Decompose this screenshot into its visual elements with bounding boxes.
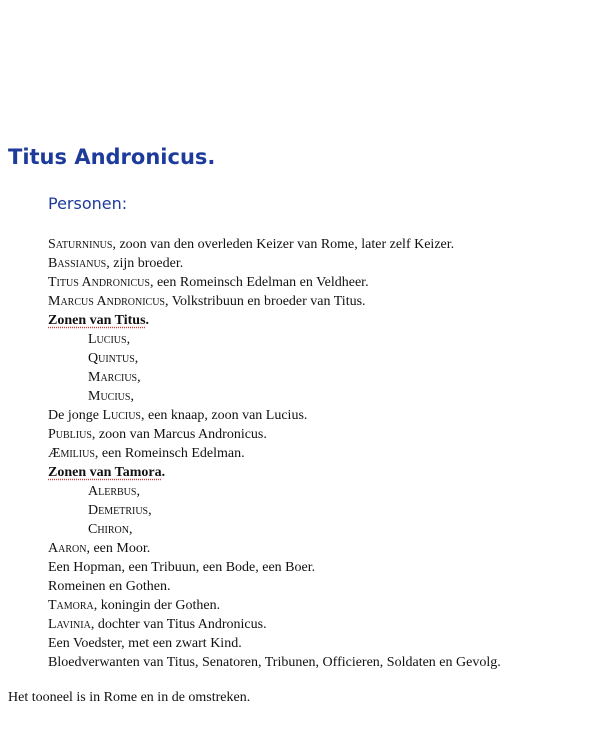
person-alerbus: [48, 482, 578, 501]
person-name: Æmilius: [48, 446, 95, 461]
person-name: Tamora: [48, 598, 94, 613]
person-name: Quintus: [88, 351, 135, 366]
person-description: , een knaap, zoon van Lucius.: [141, 408, 308, 423]
person-marcus-andronicus: [48, 292, 578, 311]
person-titus-andronicus: [48, 273, 578, 292]
person-description: , koningin der Gothen.: [93, 598, 221, 613]
person-name: Titus Andronicus: [48, 275, 150, 290]
person-description: , zijn broeder.: [106, 256, 184, 271]
person-lucius: [48, 330, 578, 349]
group-heading-sons-of-tamora: [48, 463, 578, 482]
person-name: Aaron: [48, 541, 87, 556]
person-quintus: [48, 349, 578, 368]
person-prefix: De jonge: [48, 408, 103, 423]
personae-heading: Personen:: [48, 194, 128, 213]
group-label: Zonen van Titus: [48, 313, 146, 328]
person-nurse: Een Voedster, met een zwart Kind.: [48, 636, 242, 651]
person-name: Demetrius: [88, 503, 149, 518]
person-description: ,: [136, 484, 140, 499]
person-description: , een Moor.: [86, 541, 151, 556]
person-young-lucius: [48, 406, 578, 425]
person-description: , dochter van Titus Andronicus.: [90, 617, 267, 632]
group-suffix: .: [145, 313, 150, 328]
person-demetrius: [48, 501, 578, 520]
group-label: Zonen van Tamora: [48, 465, 162, 480]
person-name: Lucius: [102, 408, 141, 423]
person-minor-roles: Een Hopman, een Tribuun, een Bode, een Boer.: [48, 560, 316, 575]
person-name: Mucius: [88, 389, 131, 404]
person-publius: [48, 425, 578, 444]
dramatis-personae-list: [48, 235, 578, 672]
person-name: Bassianus: [48, 256, 107, 271]
person-description: , een Romeinsch Edelman.: [94, 446, 245, 461]
person-description: , zoon van Marcus Andronicus.: [91, 427, 267, 442]
person-description: ,: [130, 389, 134, 404]
person-tamora: [48, 596, 578, 615]
person-name: Publius: [48, 427, 92, 442]
person-name: Marcius: [88, 370, 138, 385]
person-description: , zoon van den overleden Keizer van Rome, later zelf Keizer.: [112, 237, 455, 252]
person-saturninus: [48, 235, 578, 254]
scene-setting: Het tooneel is in Rome en in de omstreken.: [8, 690, 251, 705]
person-description: ,: [126, 332, 131, 347]
person-bassianus: [48, 254, 578, 273]
person-name: Saturninus: [48, 237, 113, 252]
person-marcius: [48, 368, 578, 387]
person-name: Marcus Andronicus: [48, 294, 165, 309]
person-name: Chiron: [88, 522, 130, 537]
person-lavinia: [48, 615, 578, 634]
person-romans-and-goths: Romeinen en Gothen.: [48, 579, 171, 594]
group-suffix: .: [161, 465, 166, 480]
person-chiron: [48, 520, 578, 539]
person-description: ,: [134, 351, 139, 366]
person-description: ,: [129, 522, 133, 537]
person-aemilius: [48, 444, 578, 463]
person-description: ,: [137, 370, 141, 385]
person-mucius: [48, 387, 578, 406]
person-name: Alerbus: [88, 484, 137, 499]
group-heading-sons-of-titus: [48, 311, 578, 330]
person-description: , Volkstribuun en broeder van Titus.: [164, 294, 366, 309]
play-title: Titus Andronicus.: [8, 145, 216, 169]
person-name: Lucius: [88, 332, 127, 347]
person-aaron: [48, 539, 578, 558]
person-retinue: Bloedverwanten van Titus, Senatoren, Tribunen, Officieren, Soldaten en Gevolg.: [48, 655, 501, 670]
person-description: ,: [148, 503, 152, 518]
person-description: , een Romeinsch Edelman en Veldheer.: [149, 275, 369, 290]
person-name: Lavinia: [48, 617, 91, 632]
